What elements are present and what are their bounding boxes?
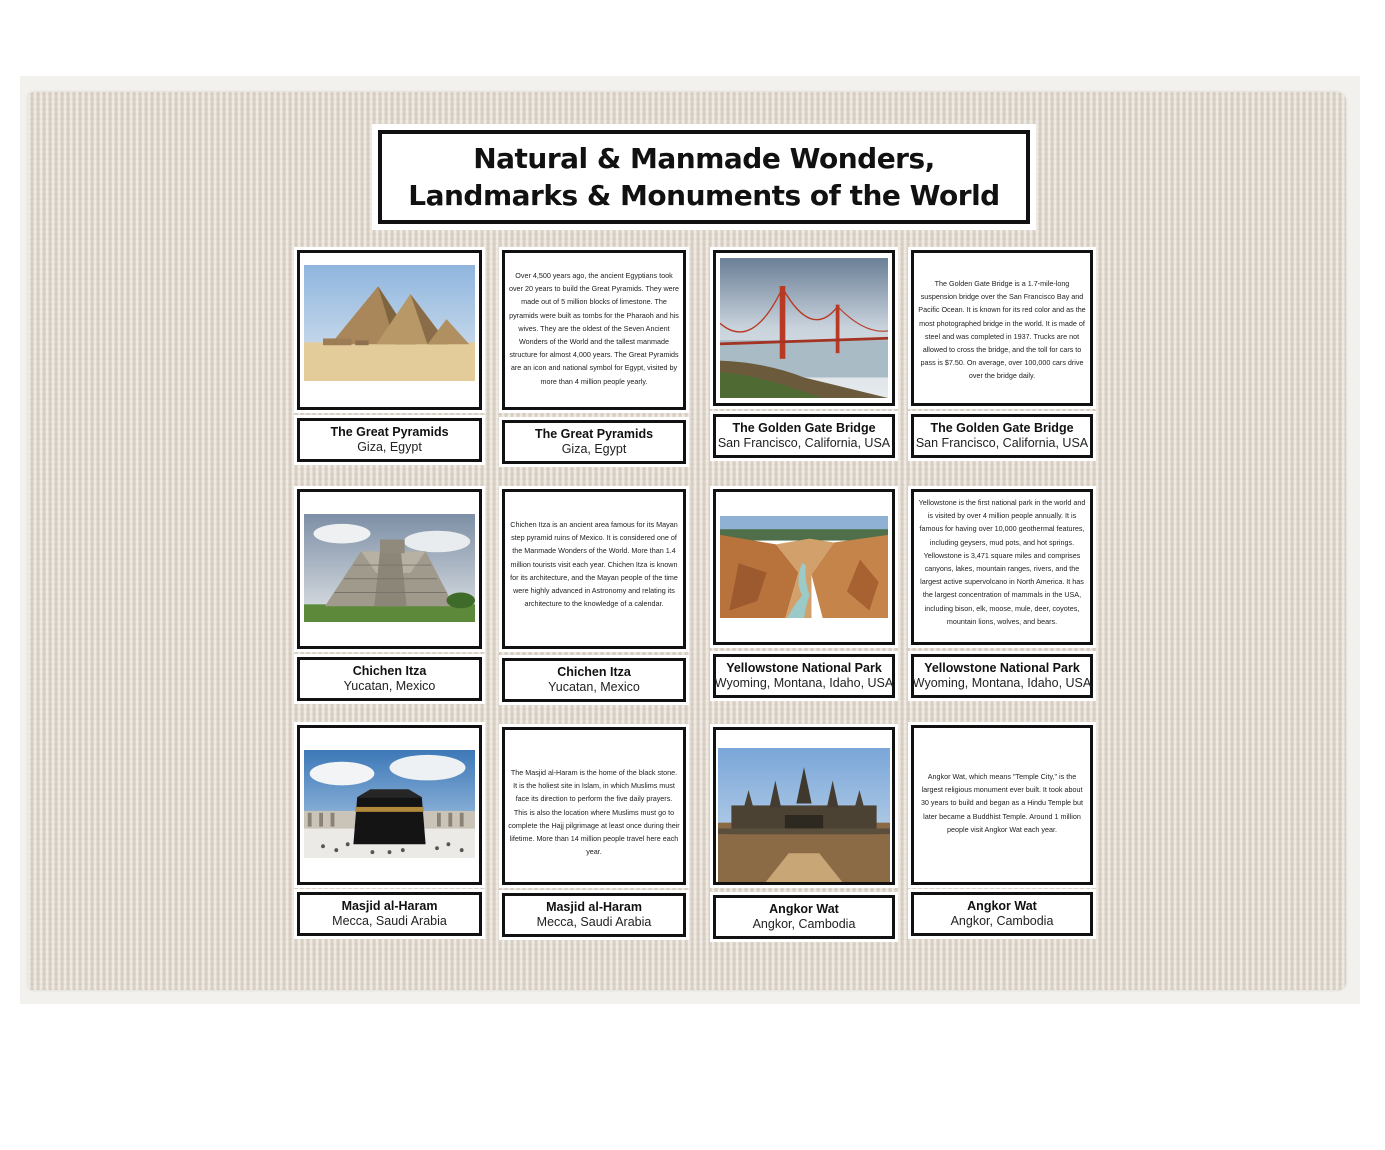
masjid-name-1: Masjid al-Haram	[341, 899, 438, 913]
chichen-itza-location-2: Yucatan, Mexico	[548, 680, 640, 694]
title-border	[378, 130, 1030, 224]
masjid-label-card-2	[502, 893, 686, 937]
chichen-itza-name-1: Chichen Itza	[352, 664, 427, 678]
golden-gate-location-2: San Francisco, California, USA	[915, 436, 1089, 450]
chichen-itza-photo	[304, 514, 475, 622]
chichen-itza-description: Chichen Itza is an ancient area famous for its Mayan step pyramid ruins of Mexico. It is considered one of the Manmade Wonders of the World. More than 1.4 million tourists visit each year. Chichen Itza is known for its architecture, and the Mayan people of the time were highly advanced in Astronomy and relating its architecture to the knowledge of a calendar.	[510, 520, 678, 609]
yellowstone-location-2: Wyoming, Montana, Idaho, USA	[912, 676, 1092, 690]
pyramids-label-card-2	[502, 420, 686, 464]
masjid-label-card-1	[297, 892, 482, 936]
chichen-itza-image-card	[297, 489, 482, 649]
title-line-1: Natural & Manmade Wonders,	[473, 142, 935, 175]
golden-gate-label-card-1	[713, 414, 895, 458]
chichen-itza-description-card	[502, 489, 686, 649]
masjid-name-2: Masjid al-Haram	[546, 900, 642, 914]
masjid-description: The Masjid al-Haram is the home of the black stone. It is the holiest site in Islam, in which Muslims must face its direction to perform the five daily prayers. This is also the location where Muslims must go to complete the Hajj pilgrimage at least once during their lifetime. More than 14 million people travel here each year.	[508, 768, 680, 857]
chichen-itza-label-card-2	[502, 658, 686, 702]
pyramids-label-card-1	[297, 418, 482, 462]
pyramids-location-2: Giza, Egypt	[561, 442, 627, 456]
yellowstone-photo	[720, 516, 888, 618]
yellowstone-name-1: Yellowstone National Park	[726, 661, 882, 675]
angkor-wat-location-2: Angkor, Cambodia	[950, 914, 1054, 928]
angkor-wat-location-1: Angkor, Cambodia	[752, 917, 856, 931]
yellowstone-description-card	[911, 489, 1093, 645]
title-card	[372, 124, 1036, 230]
golden-gate-label-card-2	[911, 414, 1093, 458]
title-line-2: Landmarks & Monuments of the World	[408, 179, 1000, 212]
angkor-wat-photo	[718, 748, 890, 882]
golden-gate-photo	[720, 258, 888, 398]
angkor-wat-label-card-2	[911, 892, 1093, 936]
golden-gate-description-card	[911, 250, 1093, 406]
chichen-itza-label-card-1	[297, 657, 482, 701]
angkor-wat-name-2: Angkor Wat	[967, 899, 1037, 913]
chichen-itza-name-2: Chichen Itza	[557, 665, 631, 679]
masjid-description-card	[502, 727, 686, 885]
pyramids-name-2: The Great Pyramids	[534, 427, 654, 441]
angkor-wat-label-card-1	[713, 895, 895, 939]
golden-gate-name-2: The Golden Gate Bridge	[930, 421, 1074, 435]
masjid-location-2: Mecca, Saudi Arabia	[536, 915, 652, 929]
yellowstone-label-card-1	[713, 654, 895, 698]
angkor-wat-name-1: Angkor Wat	[769, 902, 839, 916]
golden-gate-location-1: San Francisco, California, USA	[717, 436, 891, 450]
angkor-wat-image-card	[713, 727, 895, 885]
masjid-photo	[304, 750, 475, 858]
masjid-image-card	[297, 725, 482, 885]
pyramids-description: Over 4,500 years ago, the ancient Egyptians took over 20 years to build the Great Pyramids. They were made out of 5 million blocks of limestone. The pyramids were built as tombs for the Pharaoh and his wives. They are the oldest of the Seven Ancient Wonders of the World and the tallest manmade structure for almost 4,000 years. The Great Pyramids are an icon and national symbol for Egypt, visited by more than 4 million people yearly.	[508, 271, 680, 386]
angkor-wat-description-card	[911, 725, 1093, 885]
yellowstone-image-card	[713, 489, 895, 645]
golden-gate-image-card	[713, 250, 895, 406]
yellowstone-description: Yellowstone is the first national park in the world and is visited by over 4 million people annually. It is famous for having over 10,000 geothermal features, including geysers, mud pots, and hot springs. Yellowstone is 3,471 square miles and comprises canyons, lakes, mountain ranges, rivers, and the largest active supervolcano in North America. It has the largest concentration of mammals in the USA, including bison, elk, moose, mule, deer, coyotes, mountain lions, wolves, and bears.	[918, 498, 1086, 626]
golden-gate-description: The Golden Gate Bridge is a 1.7-mile-long suspension bridge over the San Francisco Bay and Pacific Ocean. It is known for its red color and as the most photographed bridge in the world. It is made of steel and was completed in 1937. Trucks are not allowed to cross the bridge, and the toll for cars to pass is $7.50. On average, over 100,000 cars drive over the bridge daily.	[918, 279, 1086, 381]
yellowstone-name-2: Yellowstone National Park	[924, 661, 1080, 675]
yellowstone-label-card-2	[911, 654, 1093, 698]
pyramids-description-card	[502, 250, 686, 410]
masjid-location-1: Mecca, Saudi Arabia	[332, 914, 447, 928]
pyramids-name-1: The Great Pyramids	[330, 425, 449, 439]
angkor-wat-description: Angkor Wat, which means "Temple City," is the largest religious monument ever built. It took about 30 years to build and began as a Hindu Temple but later became a Buddhist Temple. Around 1 million people visit Angkor Wat each year.	[920, 772, 1084, 834]
pyramids-location-1: Giza, Egypt	[357, 440, 422, 454]
chichen-itza-location-1: Yucatan, Mexico	[343, 679, 436, 693]
pyramids-image-card	[297, 250, 482, 410]
pyramids-photo	[304, 265, 475, 381]
yellowstone-location-1: Wyoming, Montana, Idaho, USA	[714, 676, 894, 690]
golden-gate-name-1: The Golden Gate Bridge	[732, 421, 876, 435]
